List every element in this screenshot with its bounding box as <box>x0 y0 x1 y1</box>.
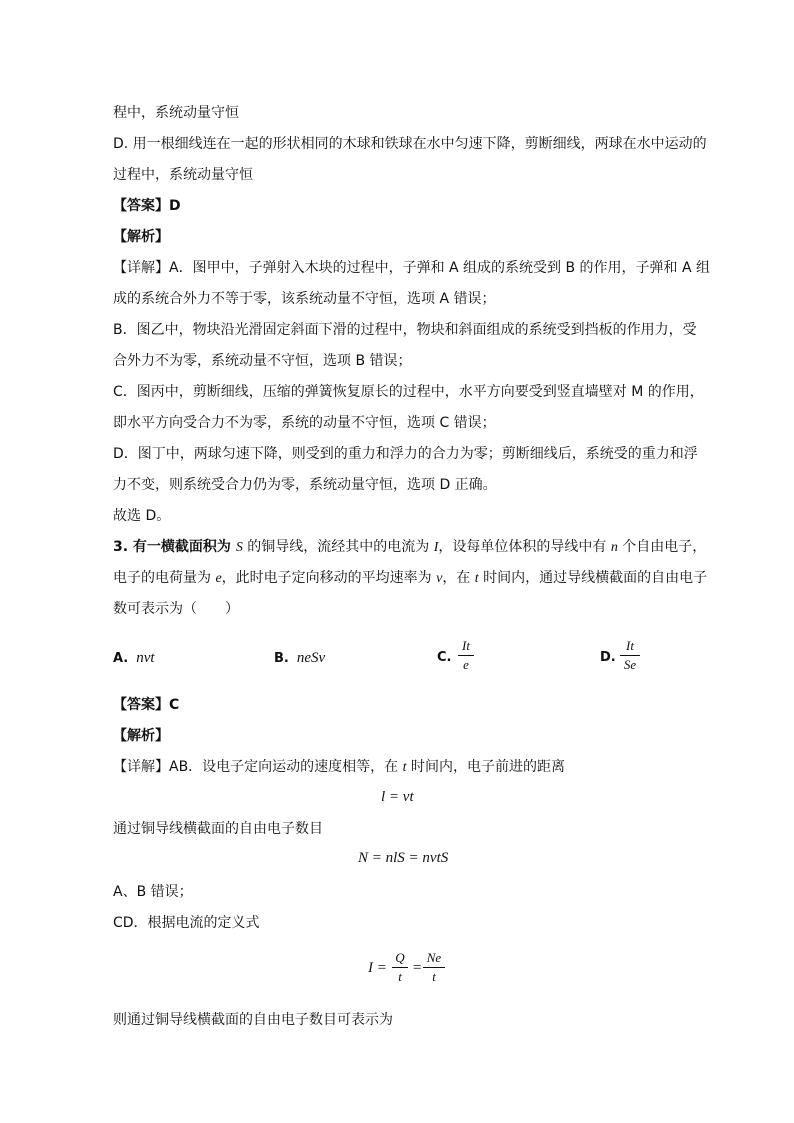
analysis-label: 【解析】 <box>113 229 169 245</box>
option-letter: D. <box>600 650 616 665</box>
symbol-n: n <box>610 540 618 555</box>
detail-text: 即水平方向受合力不为零，系统的动量不守恒，选项 C 错误； <box>113 415 496 431</box>
detail-text: B．图乙中，物块沿光滑固定斜面下滑的过程中，物块和斜面组成的系统受到挡板的作用力，受 <box>113 322 697 338</box>
question-text: 电子的电荷量为 <box>113 570 216 586</box>
equation-n: N = nlS = nvtS <box>358 850 449 866</box>
symbol-I: I <box>433 540 439 555</box>
fraction-denominator: t <box>432 969 436 984</box>
detail-text: C．图丙中，剪断细线，压缩的弹簧恢复原长的过程中，水平方向要受到竖直墙壁对 M 的作用， <box>113 384 704 400</box>
symbol-e: e <box>215 571 222 586</box>
detail-text: 成的系统合外力不等于零，该系统动量不守恒，选项 A 错误； <box>113 291 496 307</box>
option-a <box>113 650 155 667</box>
detail-text: D．图丁中，两球匀速下降，则受到的重力和浮力的合力为零；剪断细线后，系统受的重力和浮 <box>113 446 698 462</box>
detail-text: 力不变，则系统受合力仍为零，系统动量守恒，选项 D 正确。 <box>113 477 497 493</box>
fraction-ne-over-t <box>423 950 445 985</box>
fraction-bar <box>620 655 640 656</box>
detail-text: 合外力不为零，系统动量不守恒，选项 B 错误； <box>113 353 412 369</box>
fraction-denominator: Se <box>623 657 637 672</box>
question-text: ，此时电子定向移动的平均速率为 <box>221 570 437 586</box>
question-text: ，设每单位体积的导线中有 <box>438 539 611 555</box>
symbol-S: S <box>235 540 243 555</box>
detail-text: CD．根据电流的定义式 <box>113 915 260 931</box>
question-text: 个自由电子， <box>617 539 707 555</box>
fraction-numerator: It <box>626 638 634 653</box>
fraction-denominator: t <box>398 969 402 984</box>
text-line: 程中，系统动量守恒 <box>113 105 239 121</box>
text-line: 过程中，系统动量守恒 <box>113 167 253 183</box>
detail-text: 【详解】A．图甲中，子弹射入木块的过程中，子弹和 A 组成的系统受到 B 的作用，子弹和 A 组 <box>113 260 711 276</box>
question-text: 3. 有一横截面积为 <box>113 539 236 555</box>
option-letter: A. <box>113 651 129 666</box>
symbol-t: t <box>474 571 479 586</box>
option-value: nvt <box>136 650 155 666</box>
fraction-q-over-t <box>392 950 408 985</box>
option-letter: C. <box>437 650 452 665</box>
detail-text: 通过铜导线横截面的自由电子数目 <box>113 821 323 837</box>
question-3-line-1 <box>113 537 706 558</box>
fraction-numerator: Q <box>395 950 405 965</box>
equation-lhs: I = <box>368 960 387 976</box>
answer-label: 【答案】D <box>113 198 181 214</box>
fraction-numerator: It <box>462 638 470 653</box>
answer-label: 【答案】C <box>113 697 180 713</box>
option-value: neSv <box>296 650 326 666</box>
question-text: ，在 <box>442 570 475 586</box>
detail-text-part: 【详解】AB．设电子定向运动的速度相等，在 <box>113 759 403 775</box>
symbol-v: v <box>436 571 443 586</box>
question-text: 时间内，通过导线横截面的自由电子 <box>478 570 708 586</box>
option-d-statement: D. 用一根细线连在一起的形状相同的木球和铁球在水中匀速下降，剪断细线，两球在水中运动的 <box>113 136 707 152</box>
fraction-bar <box>423 967 445 968</box>
question-3-line-3: 数可表示为（ ） <box>113 601 239 617</box>
analysis-label: 【解析】 <box>113 728 169 744</box>
fraction-numerator: Ne <box>426 950 442 965</box>
detail-text-part: 时间内，电子前进的距离 <box>406 759 565 775</box>
fraction-bar <box>392 967 408 968</box>
option-d-fraction <box>620 638 640 673</box>
option-letter: B. <box>274 651 289 666</box>
detail-text: 则通过铜导线横截面的自由电子数目可表示为 <box>113 1012 393 1028</box>
option-c-fraction <box>458 638 474 673</box>
symbol-t: t <box>402 760 407 775</box>
detail-text <box>113 757 565 778</box>
fraction-bar <box>458 655 474 656</box>
detail-text: A、B 错误； <box>113 884 193 900</box>
equals-sign: = <box>412 960 423 976</box>
conclusion-text: 故选 D。 <box>113 508 171 524</box>
option-b <box>274 650 325 667</box>
equation-l-vt: l = vt <box>381 789 414 805</box>
fraction-denominator: e <box>463 657 469 672</box>
question-3-line-2 <box>113 568 707 589</box>
option-c <box>437 650 459 665</box>
question-text: 的铜导线，流经其中的电流为 <box>242 539 434 555</box>
